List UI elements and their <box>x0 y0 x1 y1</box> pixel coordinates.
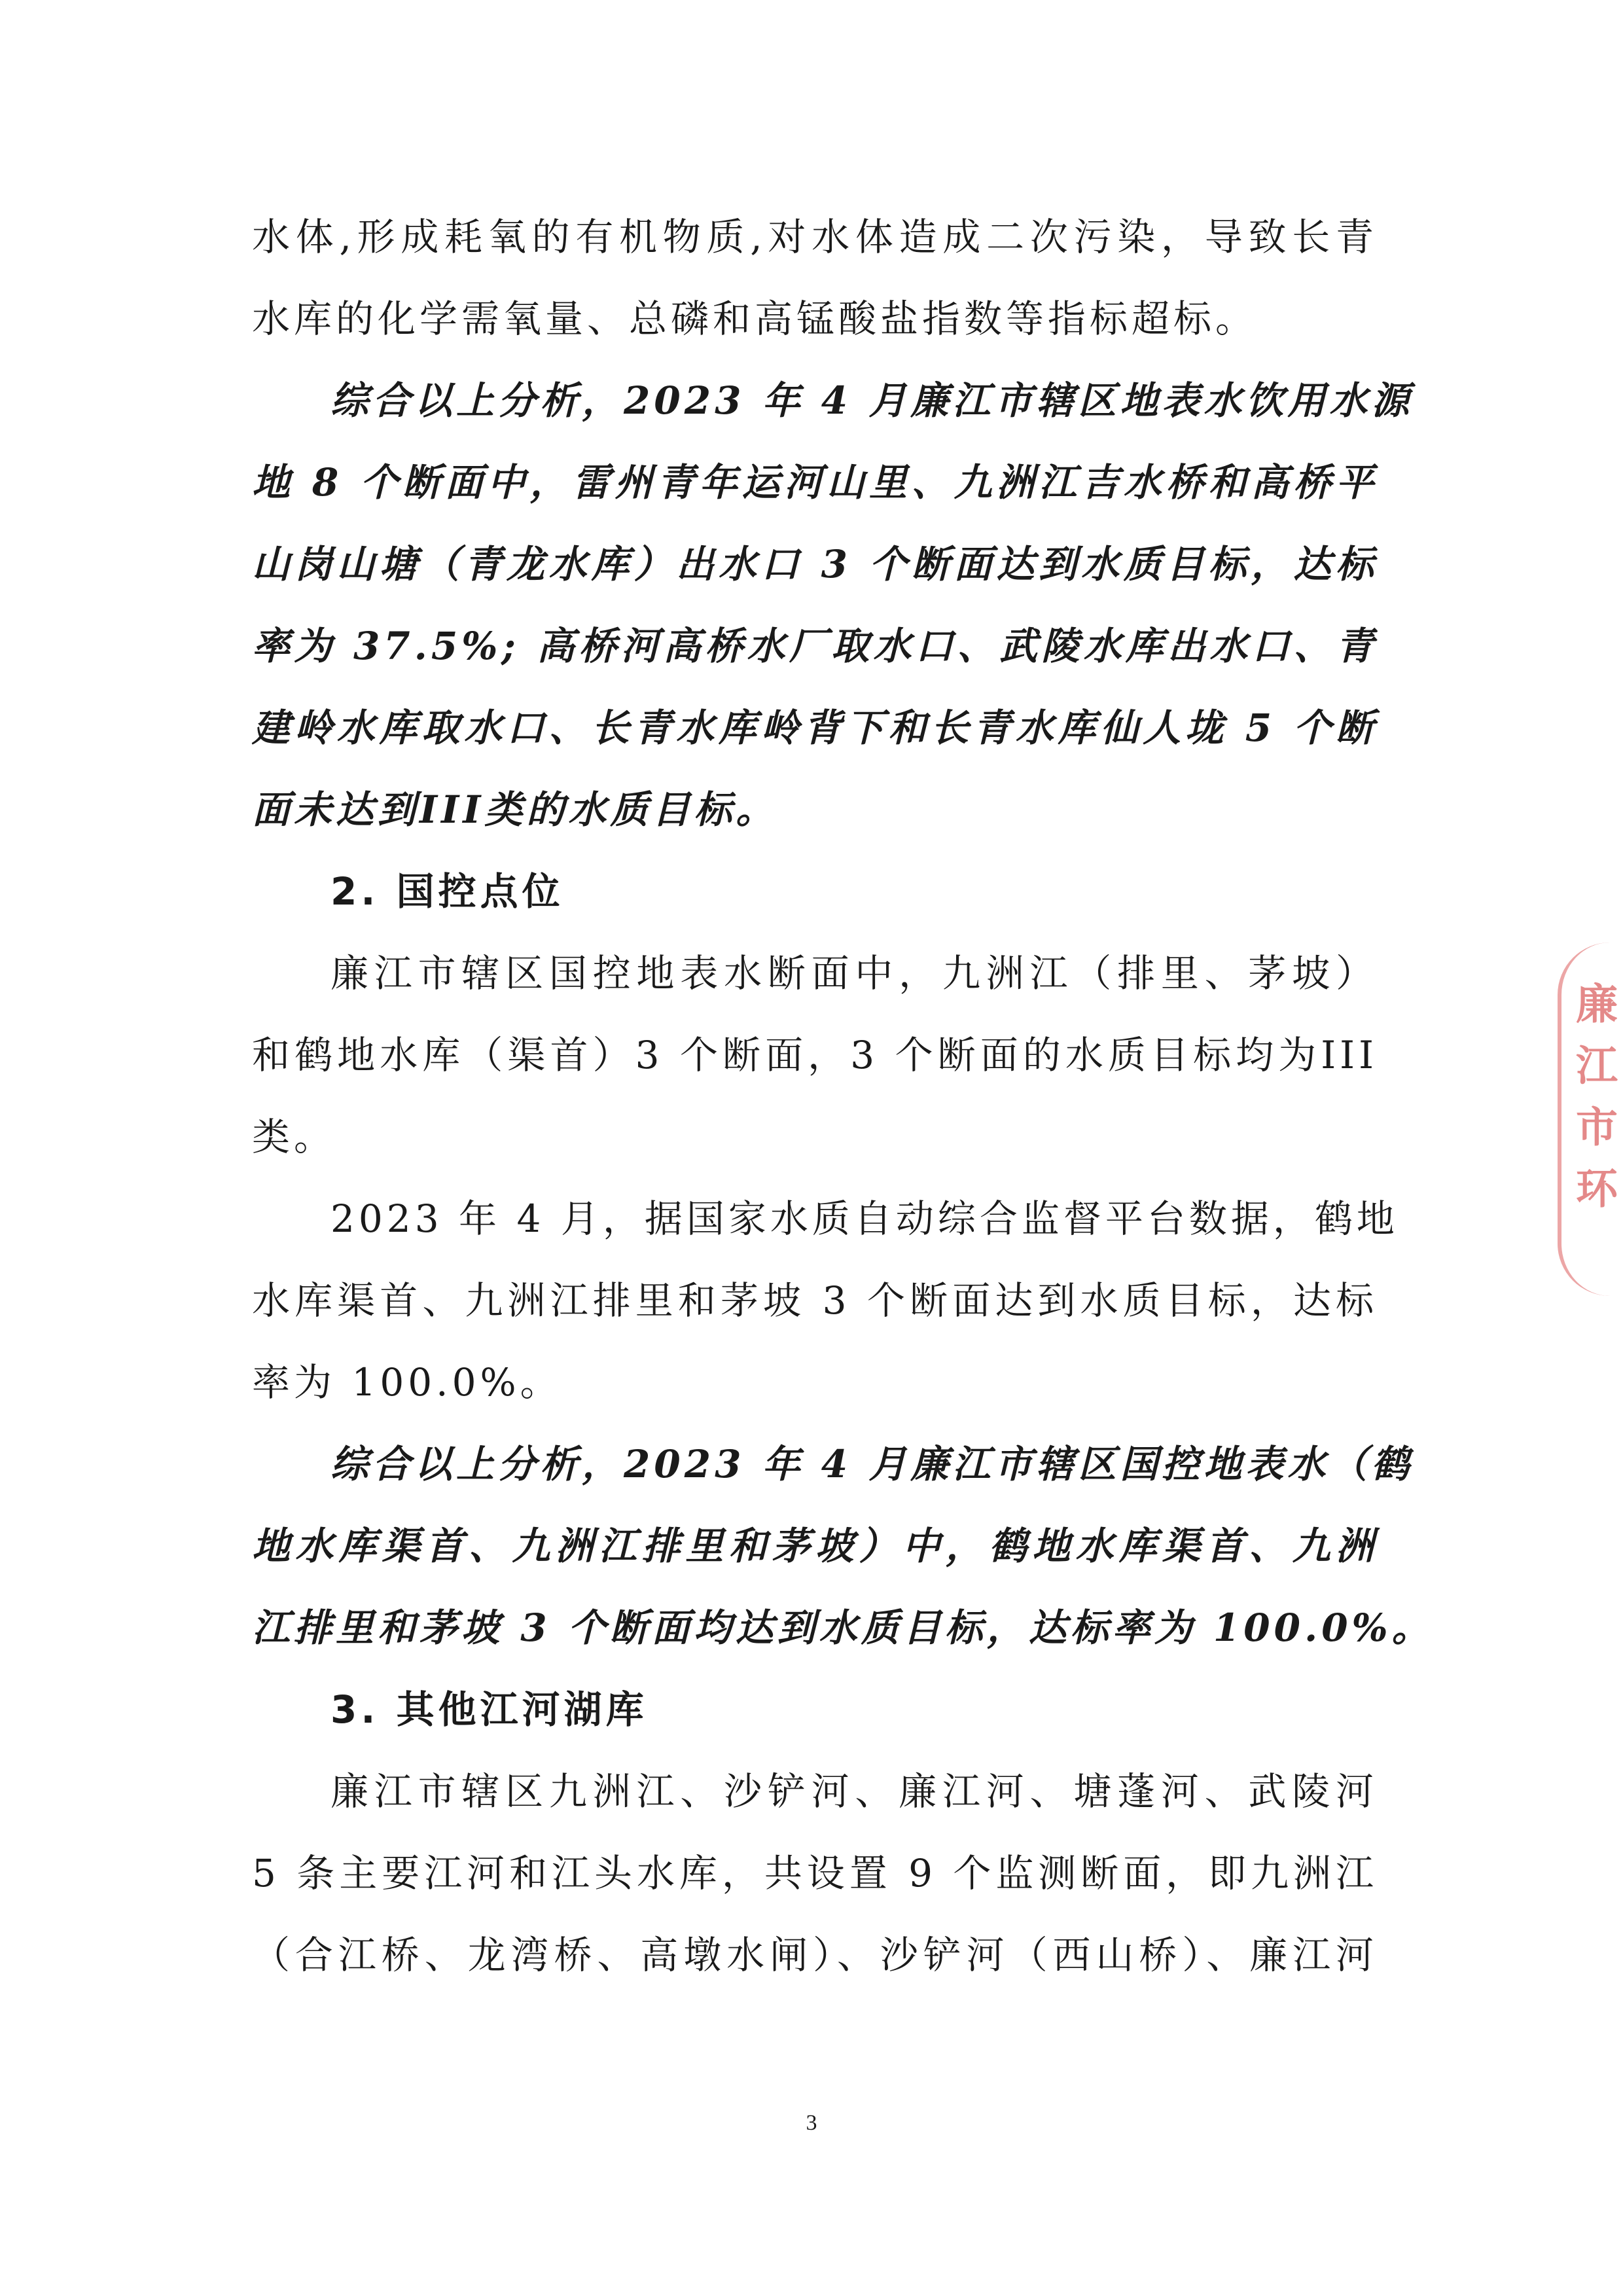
text-line: 廉江市辖区国控地表水断面中，九洲江（排里、茅坡） <box>330 951 1378 996</box>
text-line: 和鹤地水库（渠首）3 个断面，3 个断面的水质目标均为III <box>252 1033 1378 1077</box>
text-line: 2023 年 4 月，据国家水质自动综合监督平台数据，鹤地 <box>330 1196 1399 1241</box>
text-line: 廉江市辖区九洲江、沙铲河、廉江河、塘蓬河、武陵河 <box>330 1769 1378 1814</box>
text-line: 地 8 个断面中，雷州青年运河山里、九洲江吉水桥和高桥平 <box>252 460 1378 505</box>
section-heading: 3. 其他江河湖库 <box>330 1687 648 1732</box>
text-line: 地水库渠首、九洲江排里和茅坡）中，鹤地水库渠首、九洲 <box>252 1524 1378 1568</box>
text-line: 水体,形成耗氧的有机物质,对水体造成二次污染，导致长青 <box>252 215 1378 259</box>
seal-stamp-text: 廉江市环 <box>1569 982 1617 1228</box>
text-line: 率为 100.0%。 <box>252 1360 562 1405</box>
text-line: 水库渠首、九洲江排里和茅坡 3 个断面达到水质目标，达标 <box>252 1278 1378 1323</box>
text-line: 综合以上分析，2023 年 4 月廉江市辖区地表水饮用水源 <box>330 378 1414 423</box>
text-line: 面未达到III类的水质目标。 <box>252 787 778 832</box>
text-line: 类。 <box>252 1115 336 1159</box>
text-line: 山岗山塘（青龙水库）出水口 3 个断面达到水质目标，达标 <box>252 542 1378 586</box>
text-line: 江排里和茅坡 3 个断面均达到水质目标，达标率为 100.0%。 <box>252 1605 1434 1650</box>
section-heading: 2. 国控点位 <box>330 869 564 914</box>
text-line: （合江桥、龙湾桥、高墩水闸）、沙铲河（西山桥）、廉江河 <box>252 1933 1378 1977</box>
text-line: 建岭水库取水口、长青水库岭背下和长青水库仙人垅 5 个断 <box>252 706 1378 750</box>
page-number: 3 <box>806 2111 817 2135</box>
text-line: 5 条主要江河和江头水库，共设置 9 个监测断面，即九洲江 <box>252 1851 1378 1895</box>
text-line: 率为 37.5%; 高桥河高桥水厂取水口、武陵水库出水口、青 <box>252 624 1378 668</box>
text-line: 水库的化学需氧量、总磷和高锰酸盐指数等指标超标。 <box>252 296 1258 341</box>
text-line: 综合以上分析，2023 年 4 月廉江市辖区国控地表水（鹤 <box>330 1442 1414 1486</box>
document-body <box>252 196 1434 1996</box>
